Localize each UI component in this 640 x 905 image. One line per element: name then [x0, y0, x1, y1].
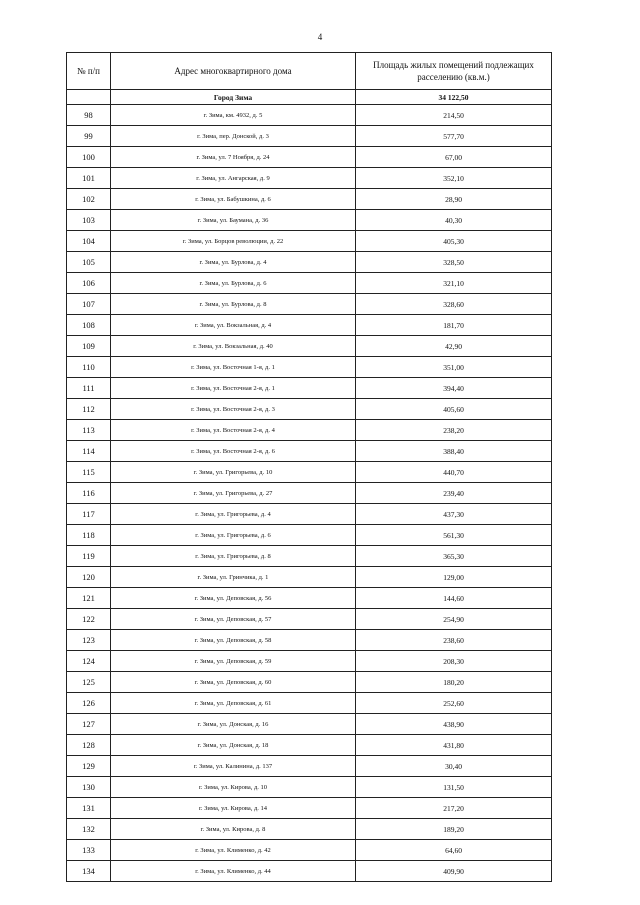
row-area: 42,90: [356, 336, 552, 357]
row-number: 129: [67, 756, 111, 777]
row-area: 239,40: [356, 483, 552, 504]
row-number: 117: [67, 504, 111, 525]
row-number: 112: [67, 399, 111, 420]
row-number: 115: [67, 462, 111, 483]
table-row: [67, 294, 552, 315]
row-address: г. Зима, ул. Деповская, д. 61: [111, 693, 356, 714]
row-number: 123: [67, 630, 111, 651]
row-number: 102: [67, 189, 111, 210]
row-area: 321,10: [356, 273, 552, 294]
row-area: 129,00: [356, 567, 552, 588]
row-address: г. Зима, ул. Деповская, д. 56: [111, 588, 356, 609]
row-address: г. Зима, ул. Бабушкина, д. 6: [111, 189, 356, 210]
row-address: г. Зима, ул. Вокзальная, д. 40: [111, 336, 356, 357]
row-address: г. Зима, ул. 7 Ноября, д. 24: [111, 147, 356, 168]
row-area: 440,70: [356, 462, 552, 483]
row-number: 114: [67, 441, 111, 462]
row-number: 113: [67, 420, 111, 441]
row-number: 118: [67, 525, 111, 546]
row-address: г. Зима, ул. Деповская, д. 60: [111, 672, 356, 693]
table-row: [67, 336, 552, 357]
row-number: 100: [67, 147, 111, 168]
row-address: г. Зима, ул. Григорьева, д. 4: [111, 504, 356, 525]
row-number: 107: [67, 294, 111, 315]
table-row: [67, 672, 552, 693]
row-address: г. Зима, ул. Григорьева, д. 10: [111, 462, 356, 483]
group-empty-cell: [67, 90, 111, 105]
row-number: 126: [67, 693, 111, 714]
row-area: 431,80: [356, 735, 552, 756]
row-number: 131: [67, 798, 111, 819]
table-row: [67, 798, 552, 819]
row-number: 109: [67, 336, 111, 357]
row-address: г. Зима, ул. Деповская, д. 59: [111, 651, 356, 672]
row-number: 110: [67, 357, 111, 378]
row-address: г. Зима, ул. Деповская, д. 58: [111, 630, 356, 651]
table-row: [67, 735, 552, 756]
row-area: 180,20: [356, 672, 552, 693]
table-row: [67, 756, 552, 777]
row-area: 388,40: [356, 441, 552, 462]
table-row: [67, 105, 552, 126]
row-address: г. Зима, ул. Гринчика, д. 1: [111, 567, 356, 588]
row-number: 120: [67, 567, 111, 588]
row-address: г. Зима, ул. Клименко, д. 44: [111, 861, 356, 882]
row-number: 122: [67, 609, 111, 630]
row-area: 181,70: [356, 315, 552, 336]
row-area: 328,50: [356, 252, 552, 273]
row-address: г. Зима, ул. Восточная 2-я, д. 3: [111, 399, 356, 420]
row-area: 328,60: [356, 294, 552, 315]
table-row: [67, 441, 552, 462]
table-row: [67, 588, 552, 609]
row-area: 561,30: [356, 525, 552, 546]
group-name: Город Зима: [111, 90, 356, 105]
row-number: 134: [67, 861, 111, 882]
row-number: 104: [67, 231, 111, 252]
row-address: г. Зима, пер. Донской, д. 3: [111, 126, 356, 147]
row-area: 352,10: [356, 168, 552, 189]
table-row: [67, 273, 552, 294]
row-area: 394,40: [356, 378, 552, 399]
table-row: [67, 210, 552, 231]
table-row: [67, 840, 552, 861]
row-address: г. Зима, ул. Кирова, д. 10: [111, 777, 356, 798]
row-area: 214,50: [356, 105, 552, 126]
row-address: г. Зима, ул. Бурлова, д. 8: [111, 294, 356, 315]
row-area: 238,20: [356, 420, 552, 441]
row-address: г. Зима, ул. Кирова, д. 8: [111, 819, 356, 840]
table-row: [67, 357, 552, 378]
table-row: [67, 861, 552, 882]
table-row: [67, 189, 552, 210]
row-address: г. Зима, ул. Баумана, д. 36: [111, 210, 356, 231]
row-area: 208,30: [356, 651, 552, 672]
row-address: г. Зима, ул. Ангарская, д. 9: [111, 168, 356, 189]
table-row: [67, 777, 552, 798]
row-area: 437,30: [356, 504, 552, 525]
table-row: [67, 609, 552, 630]
row-address: г. Зима, ул. Деповская, д. 57: [111, 609, 356, 630]
row-address: г. Зима, ул. Григорьева, д. 8: [111, 546, 356, 567]
row-area: 28,90: [356, 189, 552, 210]
row-area: 254,90: [356, 609, 552, 630]
row-address: г. Зима, ул. Григорьева, д. 27: [111, 483, 356, 504]
table-row: [67, 315, 552, 336]
page-number: 4: [317, 32, 323, 42]
table-row: [67, 630, 552, 651]
row-number: 119: [67, 546, 111, 567]
row-number: 98: [67, 105, 111, 126]
row-address: г. Зима, ул. Восточная 1-я, д. 1: [111, 357, 356, 378]
row-number: 127: [67, 714, 111, 735]
row-address: г. Зима, ул. Восточная 2-я, д. 4: [111, 420, 356, 441]
row-address: г. Зима, ул. Калинина, д. 137: [111, 756, 356, 777]
row-number: 130: [67, 777, 111, 798]
table-row: [67, 525, 552, 546]
row-area: 438,90: [356, 714, 552, 735]
row-address: г. Зима, ул. Восточная 2-я, д. 6: [111, 441, 356, 462]
row-number: 116: [67, 483, 111, 504]
table-row: [67, 483, 552, 504]
row-area: 351,00: [356, 357, 552, 378]
row-number: 125: [67, 672, 111, 693]
table-row: [67, 252, 552, 273]
column-header-number: № п/п: [67, 53, 111, 90]
row-number: 132: [67, 819, 111, 840]
table-row: [67, 399, 552, 420]
row-address: г. Зима, км. 4932, д. 5: [111, 105, 356, 126]
row-address: г. Зима, ул. Бурлова, д. 4: [111, 252, 356, 273]
row-area: 217,20: [356, 798, 552, 819]
table-row: [67, 714, 552, 735]
column-header-area: Площадь жилых помещений подлежащих расселению (кв.м.): [356, 53, 552, 90]
row-area: 252,60: [356, 693, 552, 714]
table-header-row: [67, 53, 552, 90]
column-header-address: Адрес многоквартирного дома: [111, 53, 356, 90]
row-address: г. Зима, ул. Кирова, д. 14: [111, 798, 356, 819]
row-number: 111: [67, 378, 111, 399]
row-area: 40,30: [356, 210, 552, 231]
row-area: 409,90: [356, 861, 552, 882]
row-number: 99: [67, 126, 111, 147]
row-address: г. Зима, ул. Григорьева, д. 6: [111, 525, 356, 546]
table-row: [67, 147, 552, 168]
row-number: 121: [67, 588, 111, 609]
table-row: [67, 651, 552, 672]
row-area: 365,30: [356, 546, 552, 567]
row-address: г. Зима, ул. Восточная 2-я, д. 1: [111, 378, 356, 399]
row-number: 106: [67, 273, 111, 294]
row-area: 64,60: [356, 840, 552, 861]
row-address: г. Зима, ул. Клименко, д. 42: [111, 840, 356, 861]
row-area: 67,00: [356, 147, 552, 168]
row-area: 144,60: [356, 588, 552, 609]
table-row: [67, 168, 552, 189]
row-area: 238,60: [356, 630, 552, 651]
table-row: [67, 819, 552, 840]
row-area: 405,60: [356, 399, 552, 420]
housing-register-table: [66, 52, 552, 882]
row-number: 133: [67, 840, 111, 861]
row-number: 105: [67, 252, 111, 273]
row-number: 103: [67, 210, 111, 231]
table-row: [67, 462, 552, 483]
table-row: [67, 693, 552, 714]
row-address: г. Зима, ул. Вокзальная, д. 4: [111, 315, 356, 336]
table-row: [67, 567, 552, 588]
table-row: [67, 420, 552, 441]
group-total-area: 34 122,50: [356, 90, 552, 105]
group-row: [67, 90, 552, 105]
table-row: [67, 546, 552, 567]
table-row: [67, 231, 552, 252]
row-address: г. Зима, ул. Донская, д. 18: [111, 735, 356, 756]
row-area: 131,50: [356, 777, 552, 798]
table-row: [67, 126, 552, 147]
row-number: 124: [67, 651, 111, 672]
row-number: 128: [67, 735, 111, 756]
row-address: г. Зима, ул. Бурлова, д. 6: [111, 273, 356, 294]
row-area: 577,70: [356, 126, 552, 147]
table-row: [67, 504, 552, 525]
row-number: 108: [67, 315, 111, 336]
row-area: 189,20: [356, 819, 552, 840]
row-area: 30,40: [356, 756, 552, 777]
row-address: г. Зима, ул. Донская, д. 16: [111, 714, 356, 735]
table-body: [67, 90, 552, 882]
table-row: [67, 378, 552, 399]
row-number: 101: [67, 168, 111, 189]
row-area: 405,30: [356, 231, 552, 252]
row-address: г. Зима, ул. Борцов революции, д. 22: [111, 231, 356, 252]
